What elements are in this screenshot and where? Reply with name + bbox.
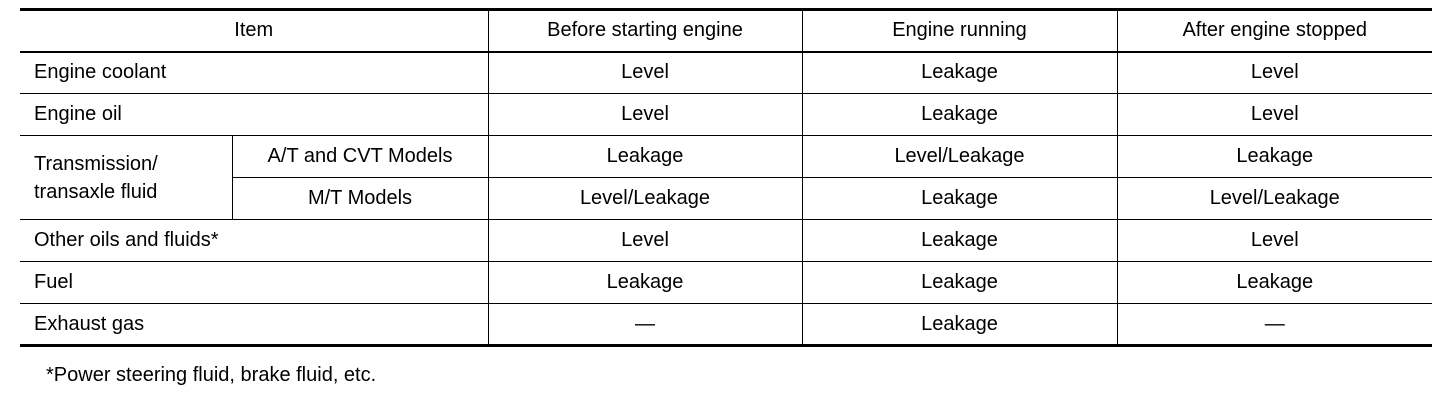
cell-after: Leakage [1117,136,1432,178]
row-item: Engine oil [20,94,488,136]
cell-running: Leakage [802,94,1117,136]
table-row [20,304,1432,346]
row-subitem: M/T Models [232,178,488,220]
cell-before: Level [488,94,802,136]
row-item: Transmission/ transaxle fluid [20,136,232,220]
footnote: *Power steering fluid, brake fluid, etc. [46,364,377,386]
table-row [20,178,1432,220]
row-item: Fuel [20,262,488,304]
row-item: Exhaust gas [20,304,488,346]
table-header-row [20,10,1432,52]
cell-before: Level/Leakage [488,178,802,220]
row-item: Other oils and fluids* [20,220,488,262]
table-row [20,52,1432,94]
table-row [20,94,1432,136]
table-row [20,220,1432,262]
cell-running: Leakage [802,262,1117,304]
header-item: Item [20,10,488,52]
cell-before: Leakage [488,136,802,178]
cell-before: Level [488,220,802,262]
cell-after: Level [1117,52,1432,94]
table-row [20,262,1432,304]
cell-running: Level/Leakage [802,136,1117,178]
cell-after: Level/Leakage [1117,178,1432,220]
row-item: Engine coolant [20,52,488,94]
row-subitem: A/T and CVT Models [232,136,488,178]
cell-after: Leakage [1117,262,1432,304]
cell-running: Leakage [802,52,1117,94]
cell-after: Level [1117,94,1432,136]
cell-before: — [488,304,802,346]
header-engine-running: Engine running [802,10,1117,52]
cell-before: Leakage [488,262,802,304]
cell-running: Leakage [802,304,1117,346]
cell-after: Level [1117,220,1432,262]
header-after-stopped: After engine stopped [1117,10,1432,52]
table-row [20,136,1432,178]
cell-running: Leakage [802,178,1117,220]
cell-running: Leakage [802,220,1117,262]
cell-after: — [1117,304,1432,346]
inspection-table [20,8,1432,347]
cell-before: Level [488,52,802,94]
header-before-starting: Before starting engine [488,10,802,52]
